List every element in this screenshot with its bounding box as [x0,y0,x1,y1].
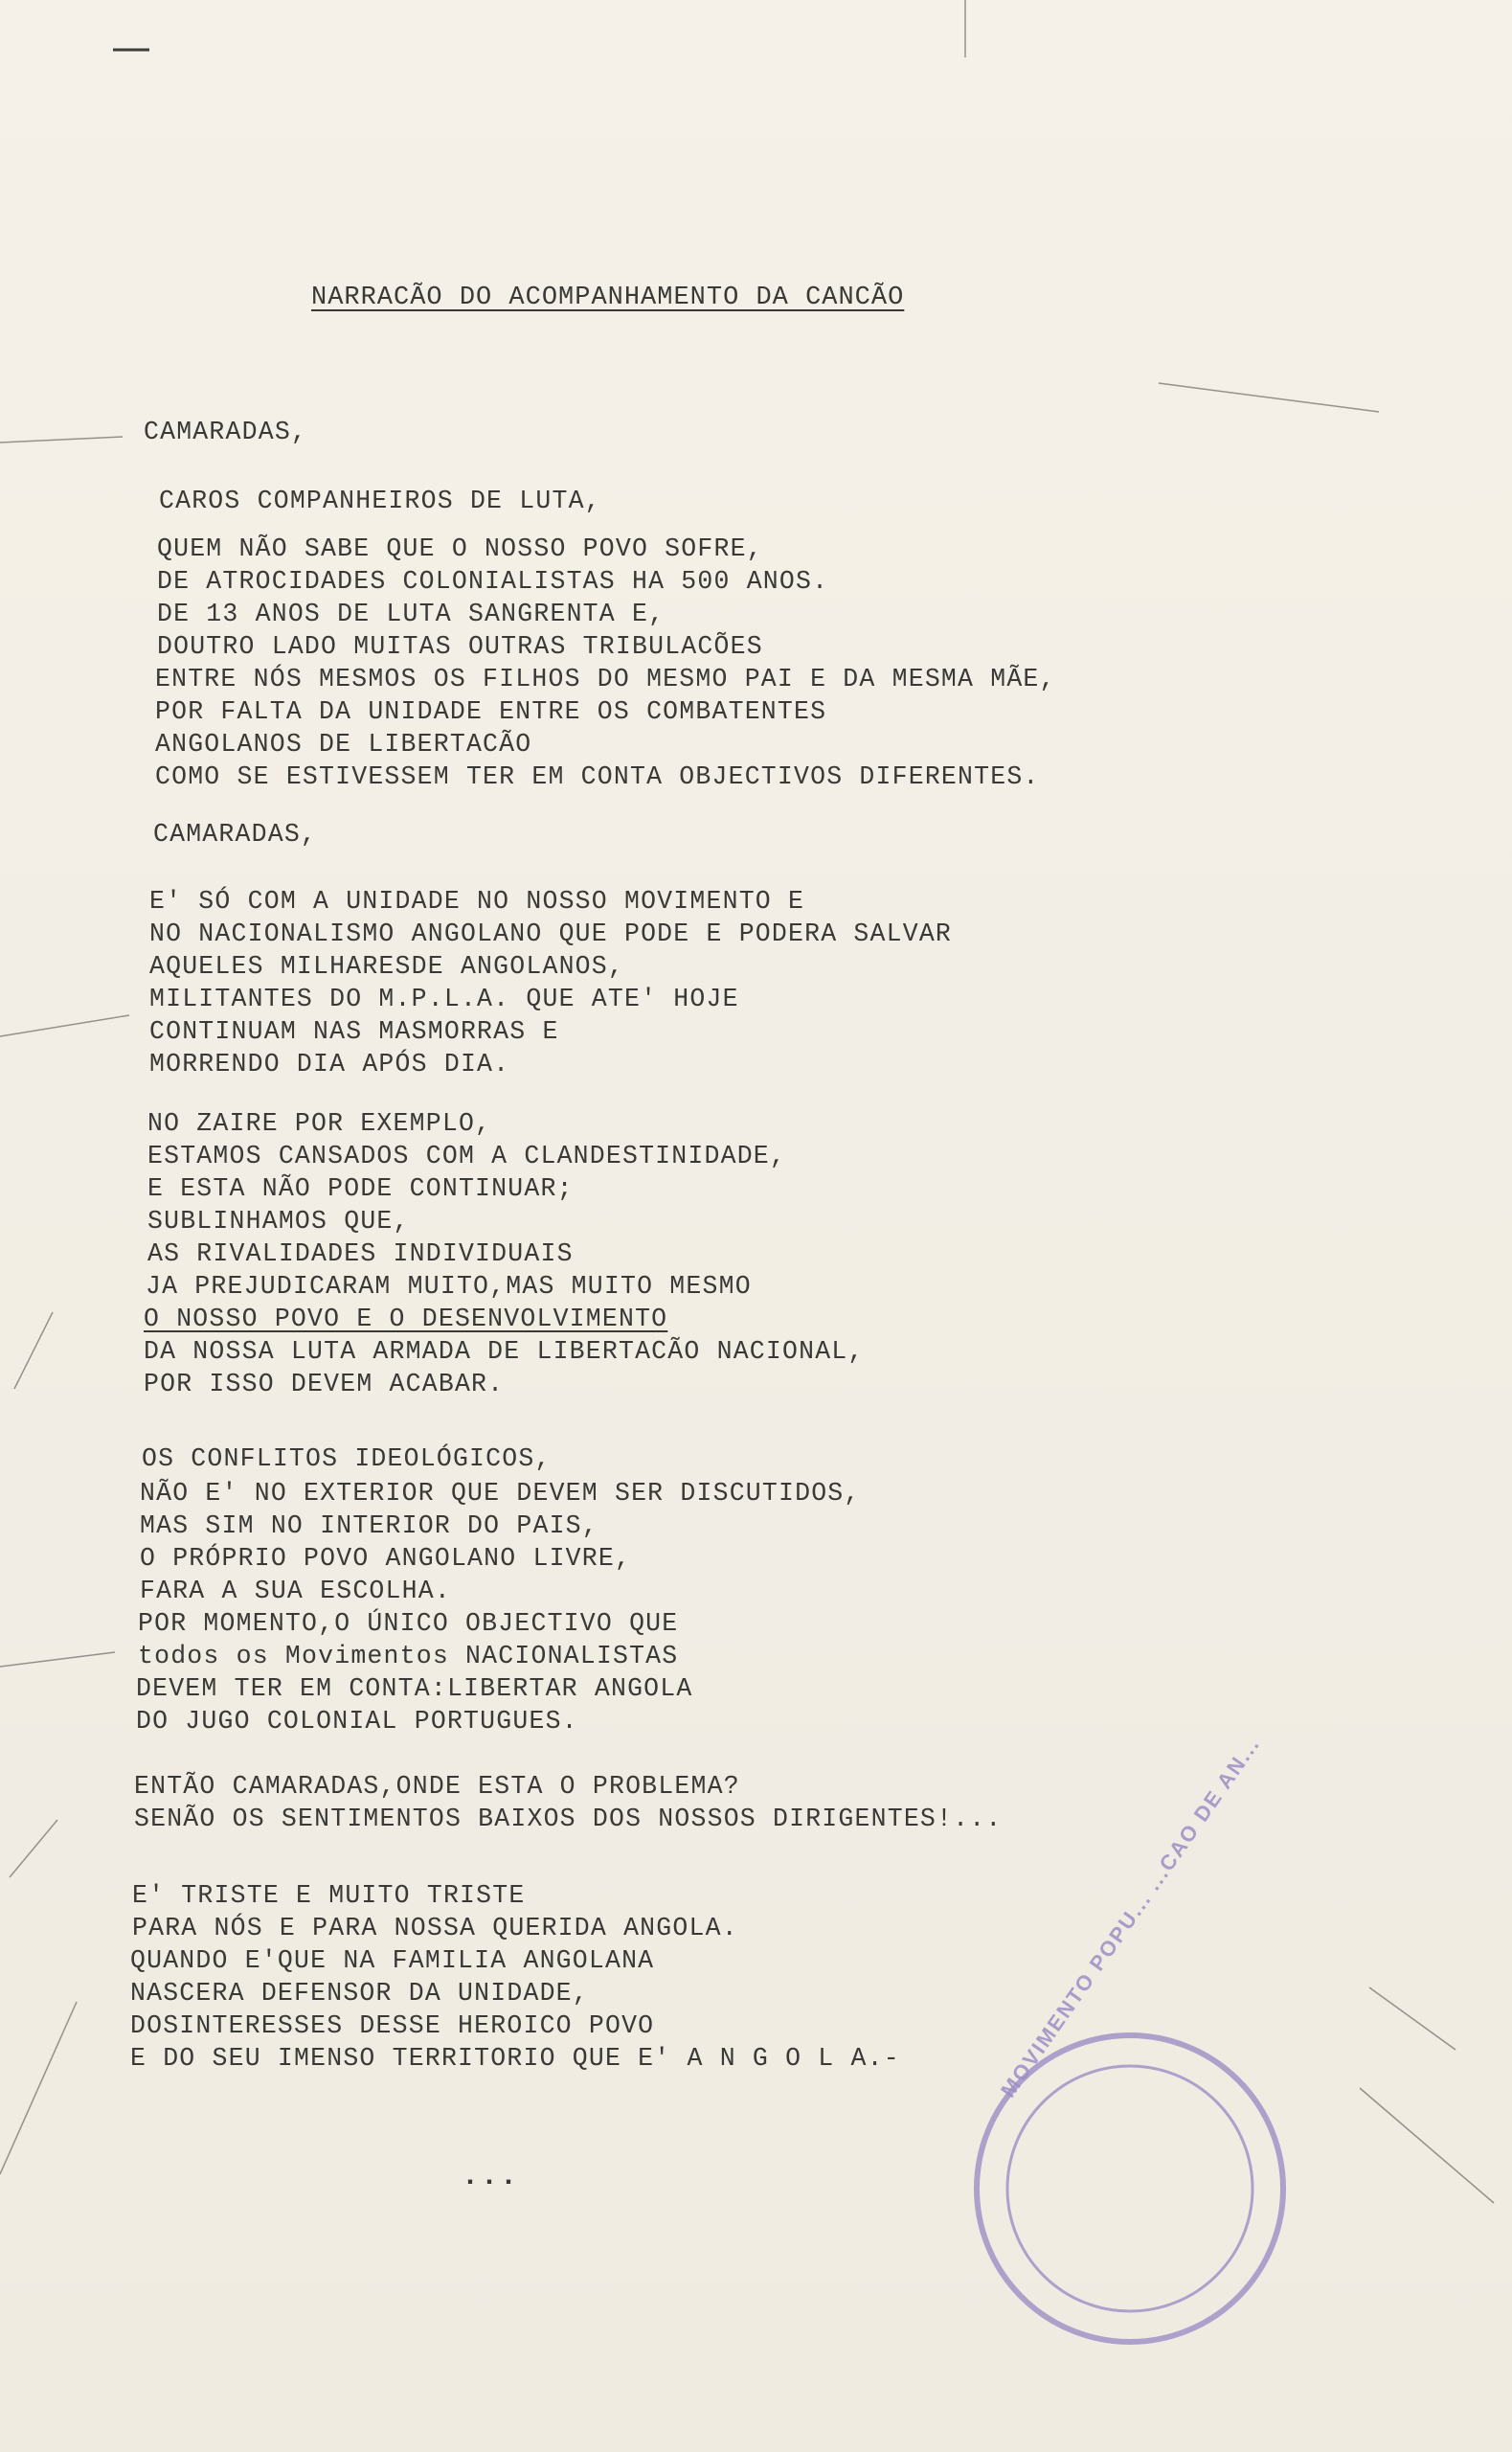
text-line: AS RIVALIDADES INDIVIDUAIS [147,1239,574,1268]
text-line: QUEM NÃO SABE QUE O NOSSO POVO SOFRE, [157,534,763,563]
stamp-text: MOVIMENTO POPU... ...CAO DE AN... [996,1732,1265,2102]
text-line: DA NOSSA LUTA ARMADA DE LIBERTACÃO NACIONAL, [144,1337,865,1366]
text-line: FARA A SUA ESCOLHA. [140,1577,451,1605]
text-line: E' TRISTE E MUITO TRISTE [132,1881,526,1910]
text-line: QUANDO E'QUE NA FAMILIA ANGOLANA [130,1946,655,1975]
text-line: PARA NÓS E PARA NOSSA QUERIDA ANGOLA. [132,1914,738,1942]
text-line-underlined: O NOSSO POVO E O DESENVOLVIMENTO [144,1305,668,1333]
greeting-line: CAROS COMPANHEIROS DE LUTA, [159,487,601,515]
text-line: POR MOMENTO,O ÚNICO OBJECTIVO QUE [138,1609,679,1638]
text-line: ENTÃO CAMARADAS,ONDE ESTA O PROBLEMA? [134,1772,740,1801]
text-line: POR ISSO DEVEM ACABAR. [144,1370,505,1398]
text-line: MORRENDO DIA APÓS DIA. [149,1050,510,1078]
text-line: NO NACIONALISMO ANGOLANO QUE PODE E PODERA SALVAR [149,920,953,948]
text-line: DE 13 ANOS DE LUTA SANGRENTA E, [157,600,666,628]
text-line: AQUELES MILHARESDE ANGOLANOS, [149,952,624,981]
greeting-line: CAMARADAS, [153,820,318,849]
text-line: DO JUGO COLONIAL PORTUGUES. [136,1707,578,1736]
text-line: NÃO E' NO EXTERIOR QUE DEVEM SER DISCUTIDOS, [140,1479,861,1508]
text-line: DEVEM TER EM CONTA:LIBERTAR ANGOLA [136,1674,693,1703]
greeting-line: CAMARADAS, [144,418,308,446]
text-line: SENÃO OS SENTIMENTOS BAIXOS DOS NOSSOS DIRIGENTES!... [134,1805,1003,1833]
text-line: JA PREJUDICARAM MUITO,MAS MUITO MESMO [146,1272,752,1301]
text-line: DOSINTERESSES DESSE HEROICO POVO [130,2011,655,2040]
document-title: NARRACÃO DO ACOMPANHAMENTO DA CANCÃO [311,284,905,312]
text-line: CONTINUAM NAS MASMORRAS E [149,1017,559,1046]
text-line: E DO SEU IMENSO TERRITORIO QUE E' A N G O L A.- [130,2044,900,2073]
text-line: OS CONFLITOS IDEOLÓGICOS, [142,1444,552,1473]
text-line: COMO SE ESTIVESSEM TER EM CONTA OBJECTIVOS DIFERENTES. [155,762,1040,791]
text-line: DE ATROCIDADES COLONIALISTAS HA 500 ANOS. [157,567,829,596]
text-line: MAS SIM NO INTERIOR DO PAIS, [140,1511,598,1540]
text-line: E ESTA NÃO PODE CONTINUAR; [147,1174,574,1203]
text-line: ESTAMOS CANSADOS COM A CLANDESTINIDADE, [147,1142,787,1170]
text-line: DOUTRO LADO MUITAS OUTRAS TRIBULACÕES [157,632,763,661]
text-line: E' SÓ COM A UNIDADE NO NOSSO MOVIMENTO E [149,887,805,916]
text-line: ENTRE NÓS MESMOS OS FILHOS DO MESMO PAI E DA MESMA MÃE, [155,665,1056,693]
text-line: SUBLINHAMOS QUE, [147,1207,410,1236]
text-line: NO ZAIRE POR EXEMPLO, [147,1109,492,1138]
text-line: O PRÓPRIO POVO ANGOLANO LIVRE, [140,1544,632,1573]
closing-mark: ... [462,2161,520,2193]
text-line: POR FALTA DA UNIDADE ENTRE OS COMBATENTES [155,697,827,726]
text-line: NASCERA DEFENSOR DA UNIDADE, [130,1979,589,2008]
text-line: MILITANTES DO M.P.L.A. QUE ATE' HOJE [149,985,739,1013]
text-line: todos os Movimentos NACIONALISTAS [138,1642,679,1670]
text-line: ANGOLANOS DE LIBERTACÃO [155,730,532,759]
